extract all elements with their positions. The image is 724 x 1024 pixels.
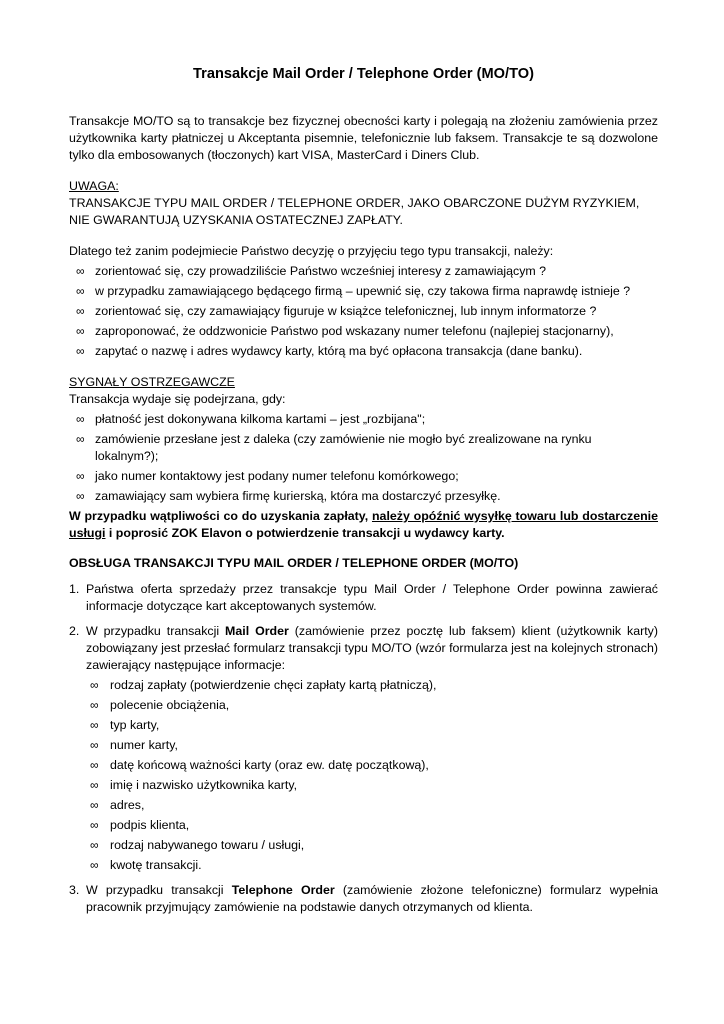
list-item-text: rodzaj zapłaty (potwierdzenie chęci zapłaty kartą płatniczą), (110, 678, 437, 692)
handling-heading: OBSŁUGA TRANSAKCJI TYPU MAIL ORDER / TELEPHONE ORDER (MO/TO) (69, 556, 519, 570)
list-item-text: typ karty, (110, 718, 160, 732)
list-item-text: zaproponować, że oddzwonicie Państwo pod wskazany numer telefonu (najlepiej stacjonarny), (95, 324, 614, 338)
list-item-text: zapytać o nazwę i adres wydawcy karty, którą ma być opłacona transakcja (dane banku). (95, 344, 583, 358)
warning-block (69, 178, 658, 229)
bullet-icon: ∞ (90, 758, 99, 772)
doubt-text-2: i poprosić ZOK Elavon o potwierdzenie transakcji u wydawcy karty. (105, 526, 505, 540)
warning-label: UWAGA: (69, 179, 119, 193)
page-title: Transakcje Mail Order / Telephone Order (MO/TO) (193, 66, 534, 82)
list-item-text: w przypadku zamawiającego będącego firmą – upewnić się, czy takowa firma naprawdę istnieje ? (95, 284, 631, 298)
bullet-icon: ∞ (90, 838, 99, 852)
list-item (86, 777, 658, 794)
bullet-icon: ∞ (90, 778, 99, 792)
list-item (69, 411, 658, 428)
list-item-text: zamówienie przesłane jest z daleka (czy zamówienie nie mogło być zrealizowane na rynku lokalnym?); (95, 432, 592, 463)
bullet-icon: ∞ (76, 284, 85, 298)
bullet-icon: ∞ (76, 432, 85, 446)
doubt-text-1: W przypadku wątpliwości co do uzyskania zapłaty, (69, 509, 372, 523)
handling-item-1 (69, 581, 658, 615)
form-fields-list (86, 677, 658, 874)
bullet-icon: ∞ (76, 412, 85, 426)
item-number: 2. (69, 624, 80, 638)
item-number: 1. (69, 582, 80, 596)
handling-item-2 (69, 623, 658, 874)
item-number: 3. (69, 883, 80, 897)
list-item-text: rodzaj nabywanego towaru / usługi, (110, 838, 305, 852)
bullet-icon: ∞ (76, 264, 85, 278)
list-item (69, 283, 658, 300)
handling-list (69, 581, 658, 916)
list-item-text: kwotę transakcji. (110, 858, 202, 872)
bullet-icon: ∞ (90, 798, 99, 812)
signals-heading: SYGNAŁY OSTRZEGAWCZE (69, 375, 235, 389)
list-item (86, 817, 658, 834)
list-item (69, 488, 658, 505)
list-item-text: podpis klienta, (110, 818, 190, 832)
list-item (69, 343, 658, 360)
list-item-text: płatność jest dokonywana kilkoma kartami – jest „rozbijana"; (95, 412, 426, 426)
list-item (86, 737, 658, 754)
list-item (86, 697, 658, 714)
list-item (86, 677, 658, 694)
bullet-icon: ∞ (90, 678, 99, 692)
list-item-text: zorientować się, czy zamawiający figuruje w książce telefonicznej, lub innym informatorze ? (95, 304, 597, 318)
bullet-icon: ∞ (90, 738, 99, 752)
handling-item-3 (69, 882, 658, 916)
doubt-text-underlined: należy opóźnić wysyłkę towaru lub dostarczenie usługi (69, 509, 659, 540)
signals-section (69, 374, 658, 542)
intro-paragraph: Transakcje MO/TO są to transakcje bez fizycznej obecności karty i polegają na złożeniu zamówienia przez użytkownika karty płatniczej u Akceptanta pisemnie, telefonicznie lub faksem. Transakcje te są dozwolone tylko dla embosowanych (tłoczonych) kart VISA, MasterCard i Diners Club. (69, 114, 658, 162)
bullet-icon: ∞ (90, 698, 99, 712)
decision-lead: Dlatego też zanim podejmiecie Państwo decyzję o przyjęciu tego typu transakcji, należy: (69, 244, 554, 258)
item-text-pre: W przypadku transakcji (86, 883, 232, 897)
item-text-bold: Mail Order (225, 624, 289, 638)
doubt-paragraph (69, 508, 658, 542)
decision-list (69, 263, 658, 360)
list-item (86, 857, 658, 874)
decision-section (69, 243, 658, 360)
bullet-icon: ∞ (76, 344, 85, 358)
item-text (86, 882, 658, 916)
list-item-text: datę końcową ważności karty (oraz ew. datę początkową), (110, 758, 429, 772)
list-item (69, 303, 658, 320)
list-item (86, 757, 658, 774)
signals-lead: Transakcja wydaje się podejrzana, gdy: (69, 392, 286, 406)
bullet-icon: ∞ (76, 469, 85, 483)
list-item (86, 717, 658, 734)
item-text-pre: W przypadku transakcji (86, 624, 226, 638)
warning-text: TRANSAKCJE TYPU MAIL ORDER / TELEPHONE ORDER, JAKO OBARCZONE DUŻYM RYZYKIEM, NIE GWARANTUJĄ UZYSKANIA OSTATECZNEJ ZAPŁATY. (69, 196, 640, 227)
signals-list (69, 411, 658, 505)
item-text-post: (zamówienie przez pocztę lub faksem) klient (użytkownik karty) zobowiązany jest przesłać formularz transakcji typu MO/TO (wzór formularza jest na kolejnych stronach) zawierający następujące informacje: (86, 624, 658, 672)
bullet-icon: ∞ (76, 324, 85, 338)
list-item (69, 468, 658, 485)
item-text (86, 623, 658, 674)
bullet-icon: ∞ (76, 489, 85, 503)
list-item-text: adres, (110, 798, 145, 812)
list-item-text: polecenie obciążenia, (110, 698, 230, 712)
item-text-post: (zamówienie złożone telefoniczne) formularz wypełnia pracownik przyjmujący zamówienie na podstawie danych otrzymanych od klienta. (86, 883, 658, 914)
item-text: Państwa oferta sprzedaży przez transakcje typu Mail Order / Telephone Order powinna zawierać informacje dotyczące kart akceptowanych systemów. (86, 582, 658, 613)
bullet-icon: ∞ (90, 858, 99, 872)
handling-section (69, 555, 658, 916)
list-item (86, 837, 658, 854)
list-item (69, 431, 658, 465)
list-item (69, 263, 658, 280)
bullet-icon: ∞ (76, 304, 85, 318)
list-item-text: imię i nazwisko użytkownika karty, (110, 778, 298, 792)
list-item (86, 797, 658, 814)
item-text-bold: Telephone Order (231, 883, 335, 897)
bullet-icon: ∞ (90, 818, 99, 832)
list-item (69, 323, 658, 340)
list-item-text: zamawiający sam wybiera firmę kurierską, która ma dostarczyć przesyłkę. (95, 489, 501, 503)
list-item-text: numer karty, (110, 738, 178, 752)
list-item-text: zorientować się, czy prowadziliście Państwo wcześniej interesy z zamawiającym ? (95, 264, 547, 278)
bullet-icon: ∞ (90, 718, 99, 732)
list-item-text: jako numer kontaktowy jest podany numer telefonu komórkowego; (95, 469, 459, 483)
